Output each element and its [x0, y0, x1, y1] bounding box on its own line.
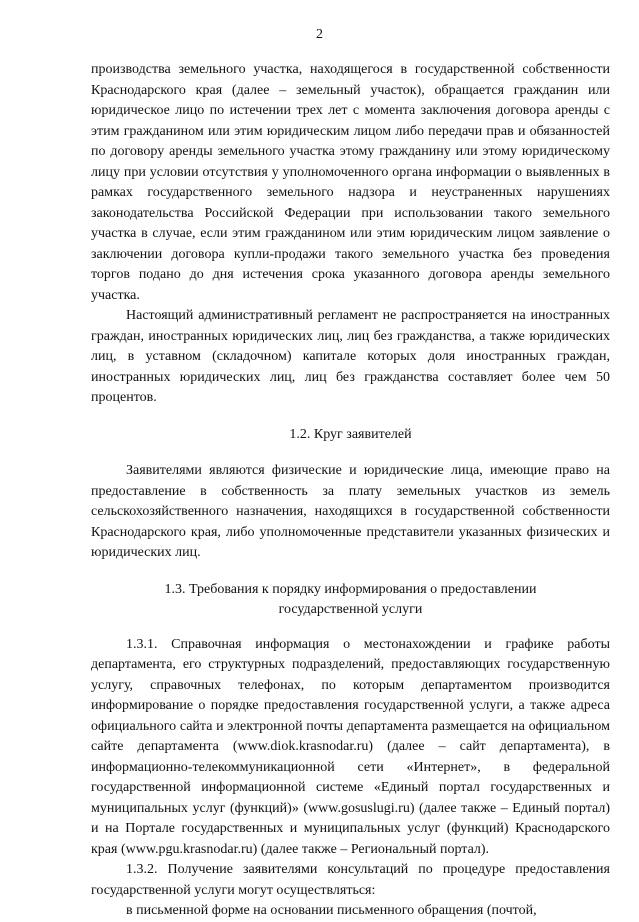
section-1-2-paragraph: Заявителями являются физические и юридические лица, имеющие право на предоставление в собственность за плату земельных участков из земель сельскохозяйственного назначения, находящихся в государственной собственности Краснодарского края, либо уполномоченные представители указанных физических и юридических лиц.: [91, 463, 610, 560]
paragraph-1-3-2: 1.3.2. Получение заявителями консультаций по процедуре предоставления государственной услуги могут осуществляться:: [91, 862, 610, 898]
section-heading-1-3-line1: 1.3. Требования к порядку информирования о предоставлении: [164, 581, 537, 597]
section-heading-1-3-line2: государственной услуги: [278, 602, 423, 617]
paragraph-1-3-1: 1.3.1. Справочная информация о местонахождении и графике работы департамента, его структурных подразделений, предоставляющих государственную услугу, справочных телефонах, по которым департаментом производится информирование о порядке предоставления государственной услуги, а также адреса официального сайта и электронной почты департамента размещается на официальном сайте департамента (www.diok.krasnodar.ru) (далее – сайт департамента), в информационно-телекоммуникационной сети «Интернет», в федеральной государственной информационной системе «Единый портал государственных и муниципальных услуг (функций)» (www.gosuslugi.ru) (далее также – Единый портал) и на Портале государственных и муниципальных услуг (функций) Краснодарского края (www.pgu.krasnodar.ru) (далее также – Региональный портал).: [91, 636, 610, 857]
paragraph-written-form: в письменной форме на основании письменного обращения (почтой,: [126, 903, 537, 918]
document-body: [91, 60, 610, 922]
section-heading-1-2: 1.2. Круг заявителей: [289, 426, 412, 442]
intro-paragraph-continuation: производства земельного участка, находящегося в государственной собственности Краснодарского края (далее – земельный участок), обращается гражданин или юридическое лицо по истечении трех лет с момента заключения договора аренды с этим гражданином или этим юридическим лицом либо передачи прав и обязанностей по договору аренды земельного участка этому гражданину или этому юридическому лицу при условии отсутствия у уполномоченного органа информации о выявленных в рамках государственного земельного надзора и неустраненных нарушениях законодательства Российской Федерации при использовании такого земельного участка в случае, если этим гражданином или этим юридическим лицом заявление о заключении договора купли-продажи такого земельного участка без проведения торгов подано до дня истечения срока указанного договора аренды земельного участка.: [91, 62, 610, 303]
page-number: 2: [316, 27, 323, 42]
intro-paragraph-scope: Настоящий административный регламент не распространяется на иностранных граждан, иностранных юридических лиц, лиц без гражданства, а также юридических лиц, в уставном (складочном) капитале которых доля иностранных граждан, иностранных юридических лиц, лиц без гражданства составляет более чем 50 процентов.: [91, 308, 610, 405]
